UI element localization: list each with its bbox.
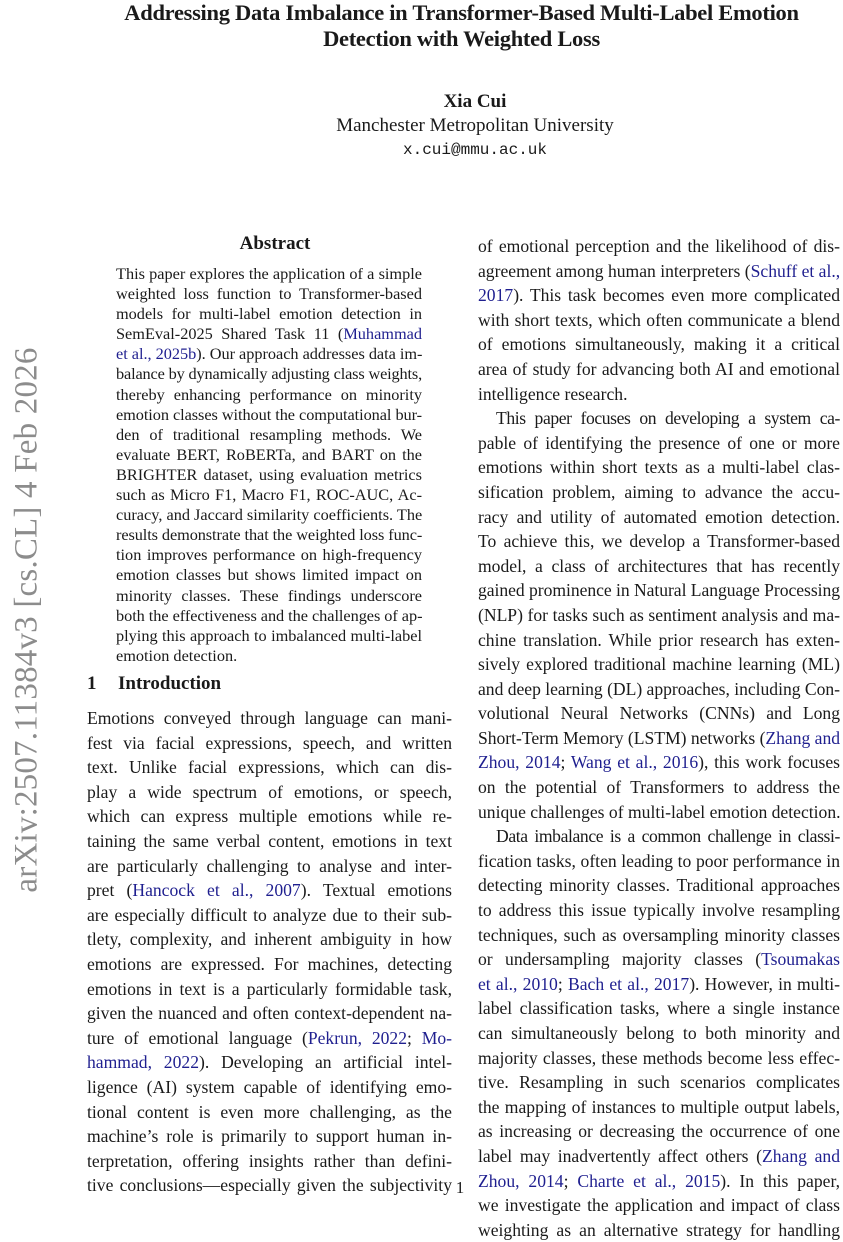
section-heading-introduction bbox=[87, 672, 221, 696]
left-column-body bbox=[87, 706, 452, 1198]
text-line bbox=[478, 505, 840, 530]
citation-link[interactable]: Hancock et al., 2007 bbox=[132, 880, 301, 901]
text-line bbox=[478, 1070, 840, 1095]
text-run: intelligence research. bbox=[478, 383, 628, 404]
citation-link[interactable]: hammad, 2022 bbox=[87, 1052, 199, 1073]
text-line bbox=[116, 505, 422, 525]
text-line bbox=[478, 332, 840, 357]
text-run: ; bbox=[407, 1027, 422, 1048]
text-run: ), this work focuses bbox=[698, 752, 841, 773]
text-line bbox=[478, 1218, 840, 1242]
text-line bbox=[478, 406, 840, 431]
text-line bbox=[87, 1100, 452, 1125]
text-run: fest via facial expressions, speech, and written bbox=[87, 732, 452, 753]
author-email[interactable]: x.cui@mmu.ac.uk bbox=[402, 141, 548, 159]
text-line bbox=[478, 1095, 840, 1120]
text-run: BRIGHTER dataset, using evaluation metrics bbox=[116, 464, 422, 484]
section-number: 1 bbox=[87, 673, 97, 694]
text-run: emotion classes without the computational bur- bbox=[116, 404, 422, 424]
text-run: minority classes. These findings underscore bbox=[116, 585, 422, 605]
paper-title bbox=[80, 0, 843, 52]
text-run: or undersampling majority classes ( bbox=[478, 949, 762, 970]
citation-link[interactable]: Mo- bbox=[421, 1027, 452, 1048]
text-run: sification problem, aiming to advance the accu- bbox=[478, 481, 840, 502]
text-line bbox=[478, 726, 840, 751]
text-run: ). Developing an artificial intel- bbox=[199, 1052, 452, 1073]
text-line bbox=[478, 1119, 840, 1144]
text-run: machine’s role is primarily to support human in- bbox=[87, 1126, 452, 1147]
text-run: This paper focuses on developing a system ca- bbox=[496, 408, 840, 429]
text-run: pret ( bbox=[87, 880, 133, 901]
text-run: ). This task becomes even more complicated bbox=[513, 285, 840, 306]
text-line bbox=[478, 677, 840, 702]
text-line bbox=[478, 554, 840, 579]
text-run: racy and utility of automated emotion detection. bbox=[478, 506, 840, 527]
text-line bbox=[87, 755, 452, 780]
text-run: play a wide spectrum of emotions, or speech, bbox=[87, 781, 452, 802]
text-run: results demonstrate that the weighted loss func- bbox=[116, 525, 423, 545]
citation-link[interactable]: Wang et al., 2016 bbox=[570, 752, 699, 773]
text-line bbox=[87, 1050, 452, 1075]
text-line bbox=[87, 878, 452, 903]
text-run: to address this issue typically involve resampling bbox=[478, 900, 840, 921]
text-run: (NLP) for tasks such as sentiment analysis and ma- bbox=[478, 604, 840, 625]
page-number: 1 bbox=[455, 1178, 465, 1197]
title-line: Detection with Weighted Loss bbox=[323, 26, 600, 51]
text-run: emotion classes but shows limited impact on bbox=[116, 565, 422, 585]
text-line bbox=[116, 344, 422, 364]
text-run: techniques, such as oversampling minority classes bbox=[478, 924, 840, 945]
text-run: detecting minority classes. Traditional approaches bbox=[478, 875, 840, 896]
text-run: can simultaneously belong to both minority and bbox=[478, 1023, 840, 1043]
text-line bbox=[87, 1149, 452, 1174]
text-run: area of study for advancing both AI and emotional bbox=[478, 358, 840, 379]
section-title: Introduction bbox=[118, 673, 222, 694]
text-line bbox=[478, 382, 840, 407]
author-name: Xia Cui bbox=[443, 91, 507, 112]
text-run: SemEval-2025 Shared Task 11 ( bbox=[116, 324, 344, 344]
text-run: weighted loss function to Transformer-based bbox=[116, 284, 422, 304]
text-line bbox=[478, 1046, 840, 1071]
text-line bbox=[478, 529, 840, 554]
text-line bbox=[116, 485, 422, 505]
text-run: gained prominence in Natural Language Processing bbox=[478, 580, 840, 601]
text-line bbox=[87, 927, 452, 952]
text-run: Short-Term Memory (LSTM) networks ( bbox=[478, 727, 766, 748]
text-run: taining the same verbal content, emotions in text bbox=[87, 830, 452, 851]
text-line bbox=[478, 1144, 840, 1169]
text-run: sively explored traditional machine learning (ML) bbox=[478, 654, 840, 675]
text-line bbox=[478, 775, 840, 800]
text-line bbox=[87, 854, 452, 879]
text-run: majority classes, these methods become less effec- bbox=[478, 1047, 840, 1068]
text-run: volutional Neural Networks (CNNs) and Long bbox=[478, 703, 840, 724]
text-run: are particularly challenging to analyse and inter- bbox=[87, 855, 452, 876]
text-line bbox=[478, 923, 840, 948]
text-line bbox=[116, 626, 422, 646]
text-run: curacy, and Jaccard similarity coefficients. The bbox=[116, 505, 423, 525]
title-line: Addressing Data Imbalance in Transformer-Based Multi-Label Emotion bbox=[124, 0, 799, 25]
text-line bbox=[478, 283, 840, 308]
citation-link[interactable]: Tsoumakas bbox=[761, 949, 840, 970]
text-run: on the potential of Transformers to address the bbox=[478, 777, 840, 798]
text-line bbox=[87, 977, 452, 1002]
text-run: fication tasks, often leading to poor performance in bbox=[478, 850, 840, 871]
text-line bbox=[478, 431, 840, 456]
text-line bbox=[478, 652, 840, 677]
text-run: plying this approach to imbalanced multi-label bbox=[116, 625, 422, 645]
text-run: weighting as an alternative strategy for handling bbox=[478, 1219, 840, 1240]
text-run: emotions are expressed. For machines, detecting bbox=[87, 953, 452, 974]
text-line bbox=[478, 603, 840, 628]
text-run: balance by dynamically adjusting class weights, bbox=[116, 364, 422, 384]
text-run: models for multi-label emotion detection in bbox=[116, 304, 422, 324]
text-line bbox=[116, 606, 422, 626]
text-line bbox=[478, 455, 840, 480]
text-line bbox=[478, 1021, 840, 1046]
text-line bbox=[478, 259, 840, 284]
text-line bbox=[87, 780, 452, 805]
citation-link[interactable]: Charte et al., 2015 bbox=[577, 1170, 721, 1191]
text-line bbox=[87, 829, 452, 854]
author-affiliation: Manchester Metropolitan University bbox=[336, 115, 614, 136]
text-run: tive conclusions—especially given the subjectivity bbox=[87, 1175, 452, 1196]
citation-link[interactable]: Schuff et al., bbox=[750, 260, 841, 281]
citation-link[interactable]: Zhou, 2014 bbox=[478, 752, 561, 773]
text-line bbox=[478, 308, 840, 333]
abstract-body bbox=[116, 264, 422, 666]
text-run: given the nuanced and often context-dependent na- bbox=[87, 1003, 452, 1024]
text-line bbox=[116, 405, 422, 425]
text-line bbox=[478, 800, 840, 825]
text-run: we investigate the application and impact of class bbox=[478, 1195, 840, 1216]
text-line bbox=[87, 804, 452, 829]
text-run: such as Micro F1, Macro F1, ROC-AUC, Ac- bbox=[116, 485, 422, 505]
text-run: which can express multiple emotions while re- bbox=[87, 806, 452, 827]
text-run: thereby enhancing performance on minority bbox=[116, 384, 422, 404]
text-line bbox=[116, 525, 422, 545]
text-run: chine translation. While prior research has exten- bbox=[478, 629, 840, 650]
text-run: and deep learning (DL) approaches, including Con- bbox=[478, 678, 840, 699]
text-line bbox=[116, 324, 422, 344]
text-line bbox=[478, 578, 840, 603]
citation-link[interactable]: Pekrun, 2022 bbox=[307, 1027, 408, 1048]
text-line bbox=[478, 824, 840, 849]
text-run: agreement among human interpreters ( bbox=[478, 260, 751, 281]
text-run: ). Our approach addresses data im- bbox=[196, 344, 423, 364]
text-run: ligence (AI) system capable of identifying emo- bbox=[87, 1076, 452, 1097]
text-line bbox=[478, 628, 840, 653]
text-line bbox=[87, 952, 452, 977]
text-line bbox=[478, 750, 840, 775]
text-run: This paper explores the application of a simple bbox=[116, 264, 422, 283]
text-line bbox=[116, 445, 422, 465]
citation-link[interactable]: Zhang and bbox=[765, 727, 840, 748]
text-run: tlety, complexity, and inherent ambiguity in how bbox=[87, 929, 452, 950]
text-line bbox=[87, 1124, 452, 1149]
text-run: terpretation, offering insights rather than defini- bbox=[87, 1150, 452, 1171]
citation-link[interactable]: 2017 bbox=[478, 285, 514, 306]
text-run: label classification tasks, where a single instance bbox=[478, 998, 840, 1019]
text-line bbox=[87, 731, 452, 756]
citation-link[interactable]: Muhammad bbox=[343, 324, 422, 344]
abstract-heading: Abstract bbox=[239, 233, 311, 254]
text-run: of emotional perception and the likelihood of dis- bbox=[478, 236, 840, 256]
text-run: tion improves performance on high-frequency bbox=[116, 545, 422, 565]
text-run: ; bbox=[563, 1170, 578, 1191]
text-line bbox=[478, 480, 840, 505]
text-line bbox=[478, 996, 840, 1021]
text-line bbox=[478, 849, 840, 874]
text-run: as increasing or decreasing the occurrence of one bbox=[478, 1121, 840, 1142]
text-run: of emotions simultaneously, making it a critical bbox=[478, 334, 840, 355]
text-line bbox=[87, 1026, 452, 1051]
text-line bbox=[116, 264, 422, 284]
text-run: unique challenges of multi-label emotion detection. bbox=[478, 801, 841, 822]
text-line bbox=[116, 284, 422, 304]
text-line bbox=[478, 972, 840, 997]
text-run: text. Unlike facial expressions, which can dis- bbox=[87, 757, 452, 778]
text-line bbox=[87, 1001, 452, 1026]
text-line bbox=[87, 1075, 452, 1100]
text-run: pable of identifying the presence of one or more bbox=[478, 432, 840, 453]
text-line bbox=[116, 385, 422, 405]
arxiv-stamp bbox=[2, 270, 52, 970]
text-line bbox=[87, 706, 452, 731]
text-line bbox=[116, 304, 422, 324]
text-run: are especially difficult to analyze due to their sub- bbox=[87, 904, 452, 925]
text-line bbox=[116, 364, 422, 384]
arxiv-stamp-text: arXiv:2507.11384v3 [cs.CL] 4 Feb 2026 bbox=[8, 347, 45, 893]
text-run: ). However, in multi- bbox=[689, 973, 840, 994]
text-line bbox=[116, 565, 422, 585]
right-column-body bbox=[478, 234, 840, 1242]
text-line bbox=[116, 545, 422, 565]
text-run: both the effectiveness and the challenges of ap- bbox=[116, 605, 423, 625]
text-line bbox=[478, 947, 840, 972]
text-run: model, a class of architectures that has recently bbox=[478, 555, 840, 576]
text-run: emotions in text is a particularly formidable task, bbox=[87, 978, 452, 999]
text-line bbox=[478, 873, 840, 898]
text-run: ). Textual emotions bbox=[300, 880, 452, 901]
text-run: Data imbalance is a common challenge in classi- bbox=[496, 826, 840, 847]
text-run: tive. Resampling in such scenarios complicates bbox=[478, 1072, 840, 1093]
text-run: ). In this paper, bbox=[720, 1170, 840, 1191]
text-run: To achieve this, we develop a Transformer-based bbox=[478, 531, 840, 552]
text-line bbox=[116, 465, 422, 485]
text-line bbox=[478, 234, 840, 259]
text-run: the mapping of instances to multiple output labels, bbox=[478, 1096, 840, 1117]
text-line bbox=[116, 586, 422, 606]
text-run: with short texts, which often communicate a blend bbox=[478, 309, 840, 330]
text-line bbox=[116, 646, 422, 666]
text-run: evaluate BERT, RoBERTa, and BART on the bbox=[116, 444, 422, 464]
citation-link[interactable]: Bach et al., 2017 bbox=[567, 973, 690, 994]
text-run: emotions within short texts as a multi-label clas- bbox=[478, 457, 840, 478]
citation-link[interactable]: Zhang and bbox=[762, 1145, 840, 1166]
text-line bbox=[478, 701, 840, 726]
citation-link[interactable]: et al., 2010 bbox=[478, 973, 558, 994]
text-line bbox=[478, 357, 840, 382]
text-run: tional content is even more challenging, as the bbox=[87, 1101, 452, 1122]
citation-link[interactable]: et al., 2025b bbox=[116, 344, 197, 364]
text-run: label may inadvertently affect others ( bbox=[478, 1145, 763, 1166]
text-run: emotion detection. bbox=[116, 645, 238, 665]
text-run: ture of emotional language ( bbox=[87, 1027, 308, 1048]
text-line bbox=[478, 898, 840, 923]
text-run: Emotions conveyed through language can mani- bbox=[87, 708, 452, 728]
text-run: ; bbox=[557, 973, 568, 994]
text-run: ; bbox=[560, 752, 571, 773]
citation-link[interactable]: Zhou, 2014 bbox=[478, 1170, 564, 1191]
text-run: den of traditional resampling methods. We bbox=[116, 424, 422, 444]
text-line bbox=[116, 425, 422, 445]
author-block bbox=[300, 90, 650, 162]
text-line bbox=[87, 903, 452, 928]
